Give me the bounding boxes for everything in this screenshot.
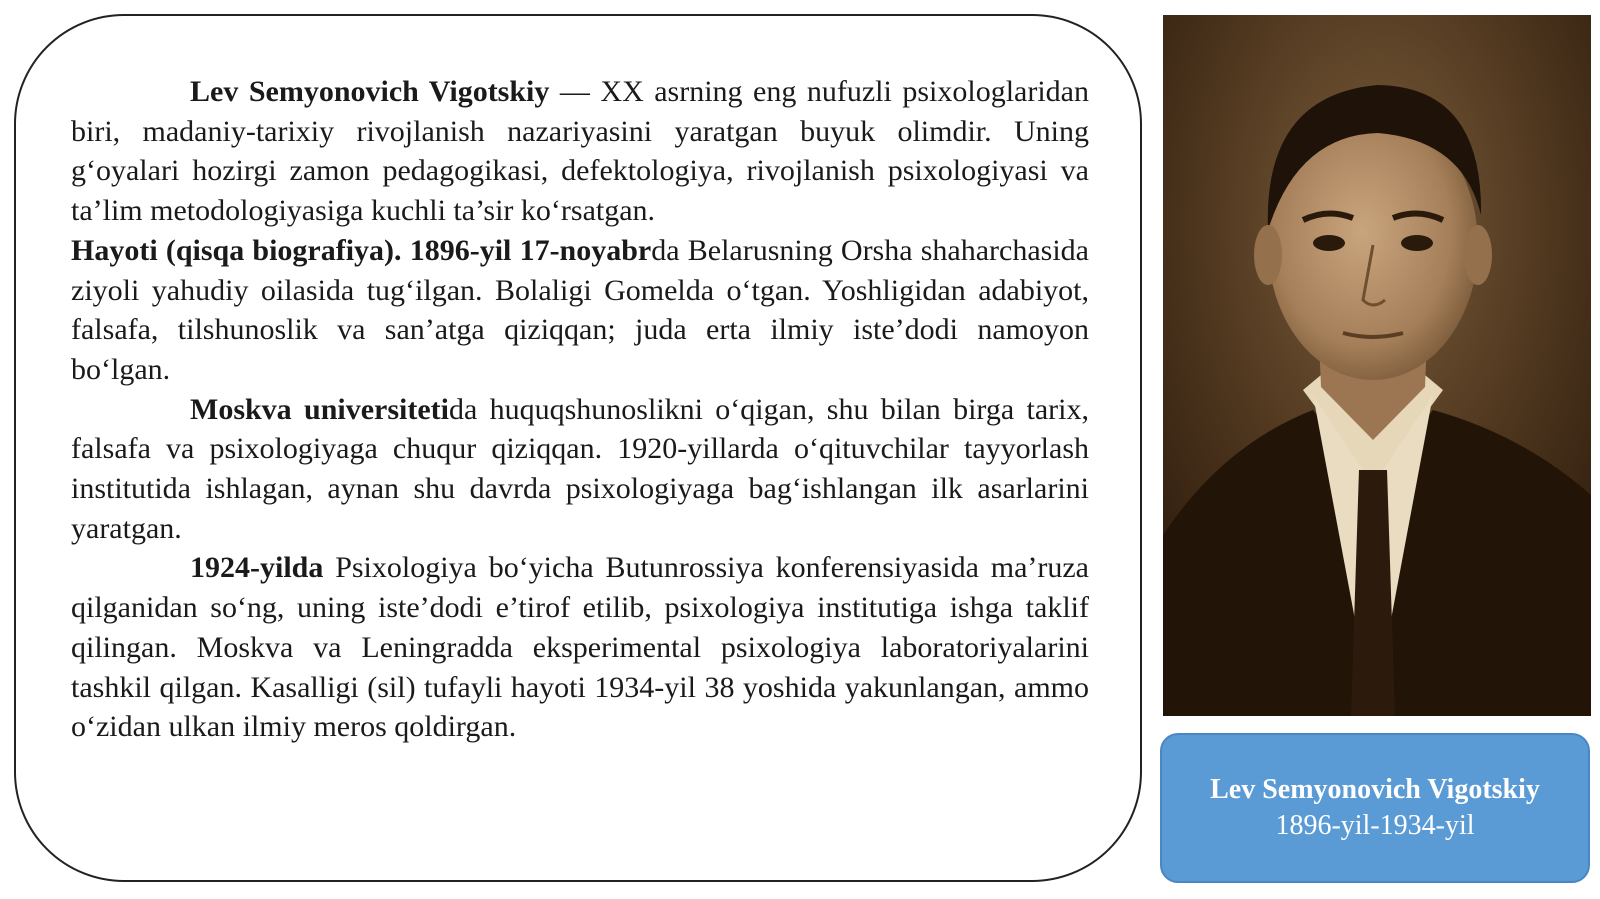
university-paragraph	[71, 390, 1089, 549]
caption-name: Lev Semyonovich Vigotskiy	[1210, 774, 1540, 805]
portrait-illustration	[1163, 15, 1591, 716]
biography-heading: Hayoti (qisqa biografiya). 1896-yil 17-noyabr	[71, 233, 652, 267]
intro-text: — XX asrning eng nufuzli psixologlaridan biri, madaniy-tarixiy rivojlanish nazariyasini yaratgan buyuk olimdir. Uning g‘oyalari hozirgi zamon pedagogikasi, defektologiya, rivojlanish psixologiyasi va ta’lim metodologiyasiga kuchli ta’sir ko‘rsatgan.	[71, 75, 1089, 228]
career-text: Psixologiya bo‘yicha Butunrossiya konferensiyasida ma’ruza qilganidan so‘ng, uning iste’dodi e’tirof etilib, psixologiya institutiga ishga taklif qilingan. Moskva va Leningradda eksperimental psixologiya laboratoriyalarini tashkil qilgan. Kasalligi (sil) tufayli hayoti 1934-yil 38 yoshida yakunlangan, ammo o‘zidan ulkan ilmiy meros qoldirgan.	[71, 551, 1089, 744]
biography-panel	[14, 14, 1142, 882]
biography-text	[71, 72, 1089, 747]
university-heading: Moskva universiteti	[190, 392, 449, 426]
biography-text-body: da Belarusning Orsha shaharchasida ziyoli yahudiy oilasida tug‘ilgan. Bolaligi Gomelda o‘tgan. Yoshligidan adabiyot, falsafa, tilshunoslik va san’atga qiziqqan; juda erta ilmiy iste’dodi namoyon bo‘lgan.	[71, 233, 1089, 386]
career-paragraph	[71, 548, 1089, 747]
biography-paragraph	[71, 231, 1089, 390]
portrait-photo	[1163, 15, 1591, 716]
caption-years: 1896-yil-1934-yil	[1275, 810, 1475, 841]
caption-box	[1160, 733, 1590, 883]
intro-paragraph	[71, 72, 1089, 231]
career-heading: 1924-yilda	[190, 551, 324, 585]
university-text: da huquqshunoslikni o‘qigan, shu bilan birga tarix, falsafa va psixologiyaga chuqur qiziqqan. 1920-yillarda o‘qituvchilar tayyorlash institutida ishlagan, aynan shu davrda psixologiyaga bag‘ishlangan ilk asarlarini yaratgan.	[71, 392, 1089, 545]
subject-name: Lev Semyonovich Vigotskiy	[190, 75, 550, 108]
